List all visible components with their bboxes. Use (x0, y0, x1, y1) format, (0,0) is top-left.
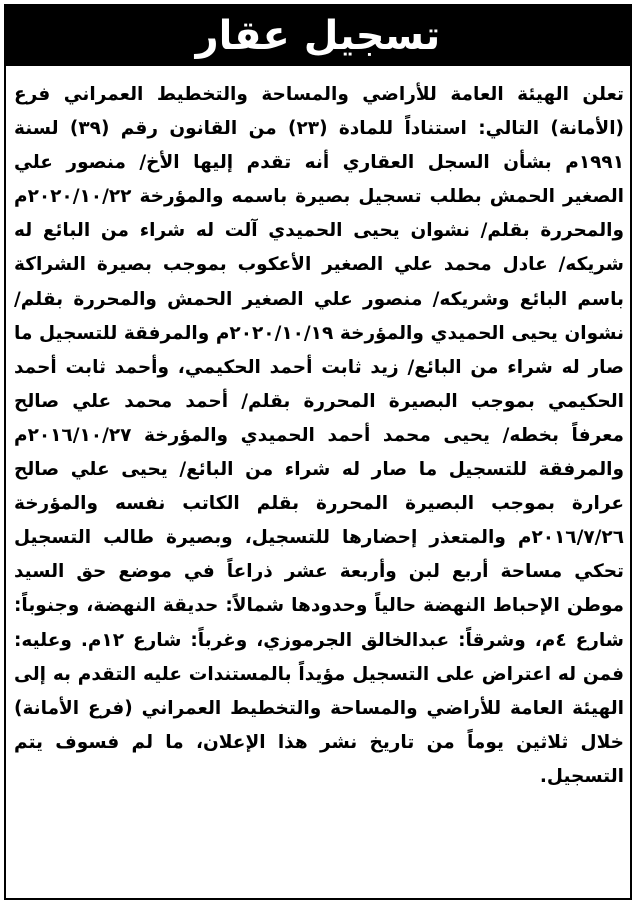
notice-body-paragraph: تعلن الهيئة العامة للأراضي والمساحة والتخطيط العمراني فرع (الأمانة) التالي: استناداً للمادة (٢٣) من القانون رقم (٣٩) لسنة ١٩٩١م بشأن السجل العقاري أنه تقدم إليها الأخ/ منصور علي الصغير الحمش بطلب تسجيل بصيرة باسمه والمؤرخة ٢٠٢٠/١٠/٢٢م والمحررة بقلم/ نشوان يحيى الحميدي آلت له شراء من البائع له شريكه/ عادل محمد علي الصغير الأعكوب بموجب بصيرة الشراكة باسم البائع وشريكه/ منصور علي الصغير الحمش والمحررة بقلم/ نشوان يحيى الحميدي والمؤرخة ٢٠٢٠/١٠/١٩م والمرفقة للتسجيل ما صار له شراء من البائع/ زيد ثابت أحمد الحكيمي، وأحمد ثابت أحمد الحكيمي بموجب البصيرة المحررة بقلم/ أحمد محمد علي صالح معرفاً بخطه/ يحيى محمد أحمد الحميدي والمؤرخة ٢٠١٦/١٠/٢٧م والمرفقة للتسجيل ما صار له شراء من البائع/ يحيى علي صالح عرارة بموجب البصيرة المحررة بقلم الكاتب نفسه والمؤرخة ٢٠١٦/٧/٢٦م والمتعذر إحضارها للتسجيل، وبصيرة طالب التسجيل تحكي مساحة أربع لبن وأربعة عشر ذراعاً في موضع حق السيد موطن الإحباط النهضة حالياً وحدودها شمالاً: حديقة النهضة، وجنوباً: شارع ٤م، وشرقاً: عبدالخالق الجرموزي، وغرباً: شارع ١٢م. وعليه: فمن له اعتراض على التسجيل مؤيداً بالمستندات عليه التقدم به إلى الهيئة العامة للأراضي والمساحة والتخطيط العمراني (فرع الأمانة) خلال ثلاثين يوماً من تاريخ نشر هذا الإعلان، ما لم فسوف يتم التسجيل. (14, 84, 625, 787)
notice-title: تسجيل عقار (195, 13, 441, 59)
title-bar (6, 6, 630, 66)
notice-body (14, 78, 624, 794)
